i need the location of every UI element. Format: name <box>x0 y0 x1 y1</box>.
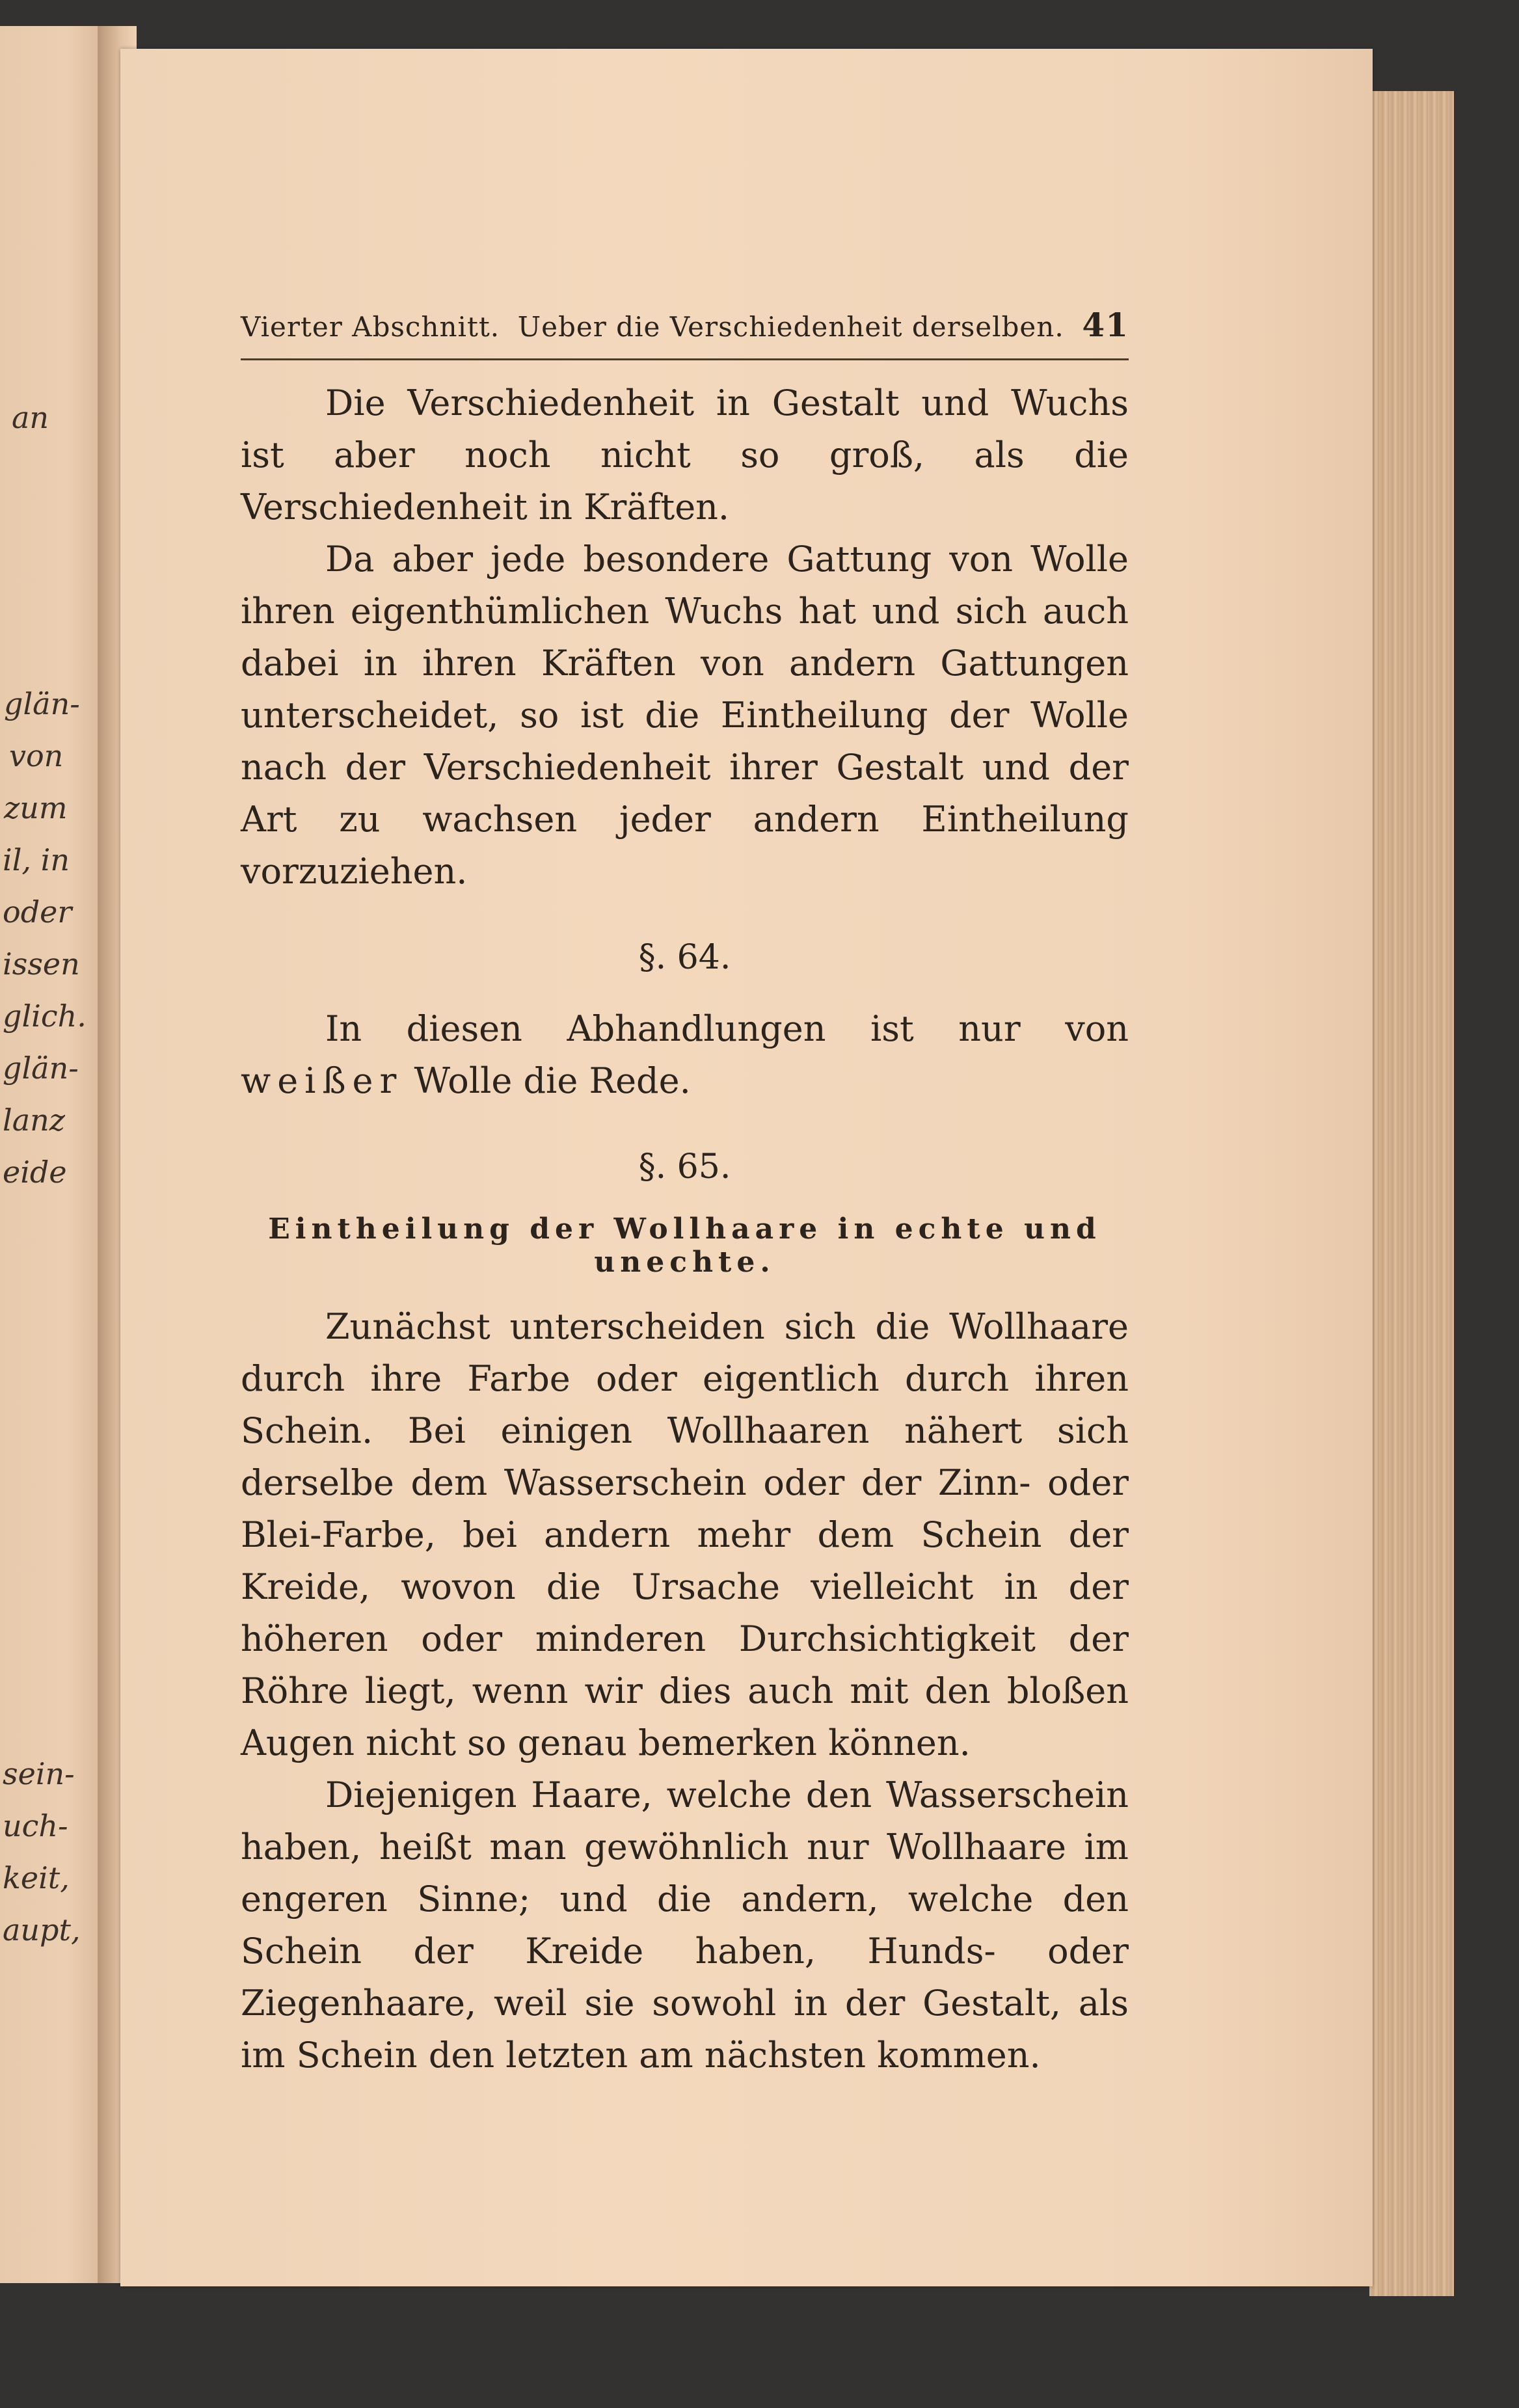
left-fragment: an <box>12 400 49 435</box>
paragraph: Zunächst unterscheiden sich die Wollhaare durch ihre Farbe oder eigentlich durch ihren Schein. Bei einigen Wollhaaren nähert sich derselbe dem Wasserschein oder der Zinn- oder Blei-Farbe, bei andern mehr dem Schein der Kreide, wovon die Ursache vielleicht in der höheren oder minderen Durchsichtigkeit der Röhre liegt, wenn wir dies auch mit den bloßen Augen nicht so genau bemerken können. <box>241 1306 1129 1763</box>
paragraph-text: Wolle die Rede. <box>414 1060 691 1101</box>
paragraph-text: In diesen Abhandlungen ist nur von <box>325 1008 1129 1049</box>
paragraph: Diejenigen Haare, welche den Wasserschein haben, heißt man gewöhnlich nur Wollhaare im engeren Sinne; und die andern, welche den Schein der Kreide haben, Hunds- oder Ziegenhaare, weil sie sowohl in der Gestalt, als im Schein den letzten am nächsten kommen. <box>241 1774 1129 2076</box>
paragraph: Die Verschiedenheit in Gestalt und Wuchs ist aber noch nicht so groß, als die Verschiedenheit in Kräften. <box>241 382 1129 528</box>
page-header-title: Ueber die Verschiedenheit derselben. <box>517 311 1064 343</box>
chapter-label: Vierter Abschnitt. <box>241 311 500 343</box>
left-fragment: zum <box>4 790 68 825</box>
paragraph <box>241 1003 1129 1107</box>
running-head <box>241 306 1129 360</box>
paragraph: Da aber jede besondere Gattung von Wolle ihren eigenthümlichen Wuchs hat und sich auch dabei in ihren Kräften von andern Gattungen unterscheidet, so ist die Eintheilung der Wolle nach der Verschiedenheit ihrer Gestalt und der Art zu wachsen jeder andern Eintheilung vorzuziehen. <box>241 539 1129 892</box>
page-content <box>241 306 1129 2081</box>
left-fragment: uch- <box>3 1808 68 1843</box>
page-edges <box>1369 91 1454 2296</box>
left-fragment: lanz <box>3 1103 65 1138</box>
left-fragment: keit, <box>3 1860 70 1895</box>
section-title: Eintheilung der Wollhaare in echte und unechte. <box>268 1212 1101 1279</box>
left-fragment: aupt, <box>3 1912 81 1947</box>
emphasized-word: weißer <box>241 1060 403 1101</box>
section-number: §. 64. <box>638 938 731 977</box>
left-fragment: glän- <box>3 1050 79 1086</box>
left-fragment: von <box>9 738 64 773</box>
left-fragment: glich. <box>3 998 87 1034</box>
left-fragment: issen <box>3 946 80 982</box>
left-fragment: oder <box>3 894 72 930</box>
left-page-edge <box>0 26 111 2283</box>
left-fragment: il, in <box>3 842 70 877</box>
left-fragment: glän- <box>4 686 80 721</box>
page-number: 41 <box>1082 306 1129 344</box>
left-fragment: sein- <box>3 1756 75 1791</box>
left-fragment: eide <box>3 1155 67 1190</box>
section-number: §. 65. <box>638 1147 731 1186</box>
